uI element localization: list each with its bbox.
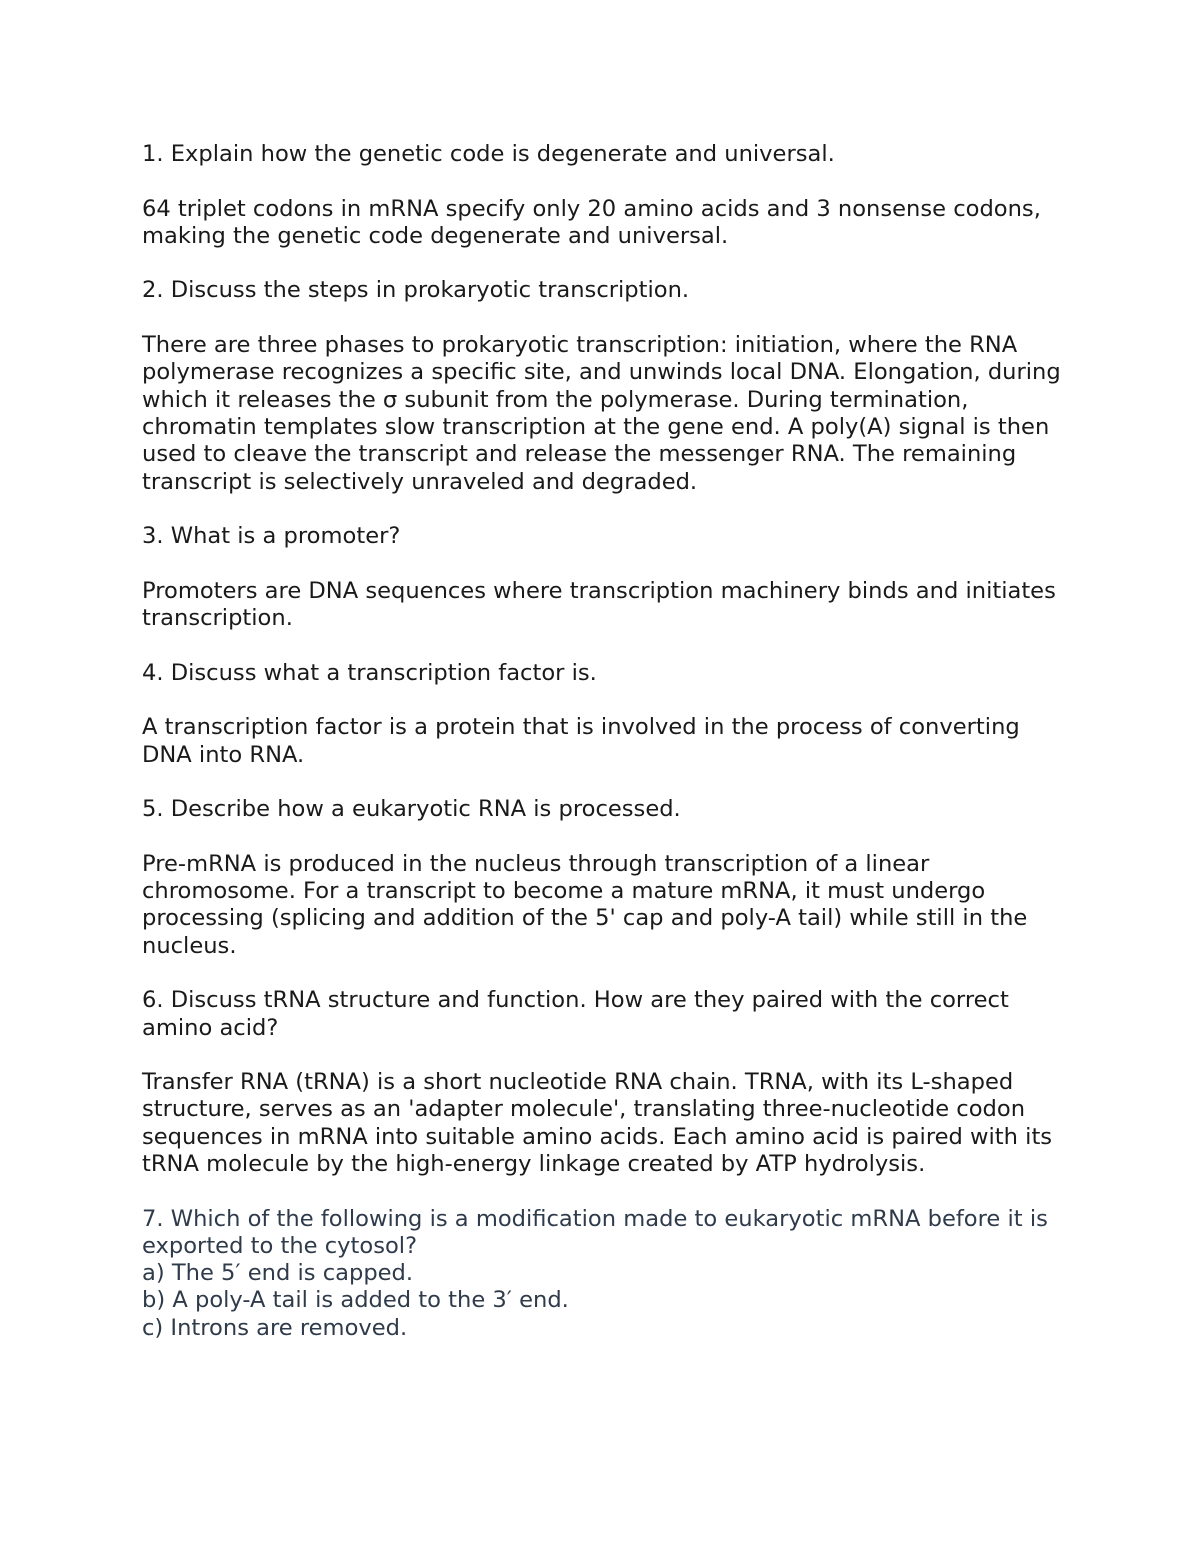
question-1: 1. Explain how the genetic code is degenerate and universal.: [142, 141, 835, 167]
question-7-option-c: c) Introns are removed.: [142, 1314, 408, 1341]
question-2: 2. Discuss the steps in prokaryotic transcription.: [142, 277, 690, 304]
question-7-option-b: b) A poly-A tail is added to the 3′ end.: [142, 1287, 569, 1314]
document-body: [142, 141, 1072, 1369]
answer-3: Promoters are DNA sequences where transcription machinery binds and initiates transcription.: [142, 577, 1056, 632]
answer-4: A transcription factor is a protein that is involved in the process of converting DNA into RNA.: [142, 714, 1020, 768]
question-5: 5. Describe how a eukaryotic RNA is processed.: [142, 796, 681, 823]
answer-5: Pre-mRNA is produced in the nucleus through transcription of a linear chromosome. For a transcript to become a mature mRNA, it must undergo processing (splicing and addition of the 5' cap and poly-A tail) while still in the nucleus.: [142, 850, 1028, 959]
question-6: 6. Discuss tRNA structure and function. How are they paired with the correct amino acid?: [142, 987, 1009, 1041]
question-4: 4. Discuss what a transcription factor is.: [142, 659, 597, 686]
question-7-stem: 7. Which of the following is a modification made to eukaryotic mRNA before it is exported to the cytosol?: [142, 1205, 1048, 1259]
question-7-block: [142, 1206, 1072, 1342]
answer-6: Transfer RNA (tRNA) is a short nucleotide RNA chain. TRNA, with its L-shaped structure, serves as an 'adapter molecule', translating three-nucleotide codon sequences in mRNA into suitable amino acids. Each amino acid is paired with its tRNA molecule by the high-energy linkage created by ATP hydrolysis.: [142, 1069, 1053, 1177]
question-3: 3. What is a promoter?: [142, 523, 401, 550]
question-7-option-a: a) The 5′ end is capped.: [142, 1260, 414, 1287]
answer-1: 64 triplet codons in mRNA specify only 20 amino acids and 3 nonsense codons, making the genetic code degenerate and universal.: [142, 195, 1041, 249]
answer-2: There are three phases to prokaryotic transcription: initiation, where the RNA polymerase recognizes a specific site, and unwinds local DNA. Elongation, during which it releases the σ subunit from the polymerase. During termination, chromatin templates slow transcription at the gene end. A poly(A) signal is then used to cleave the transcript and release the messenger RNA. The remaining transcript is selectively unraveled and degraded.: [142, 332, 1061, 495]
